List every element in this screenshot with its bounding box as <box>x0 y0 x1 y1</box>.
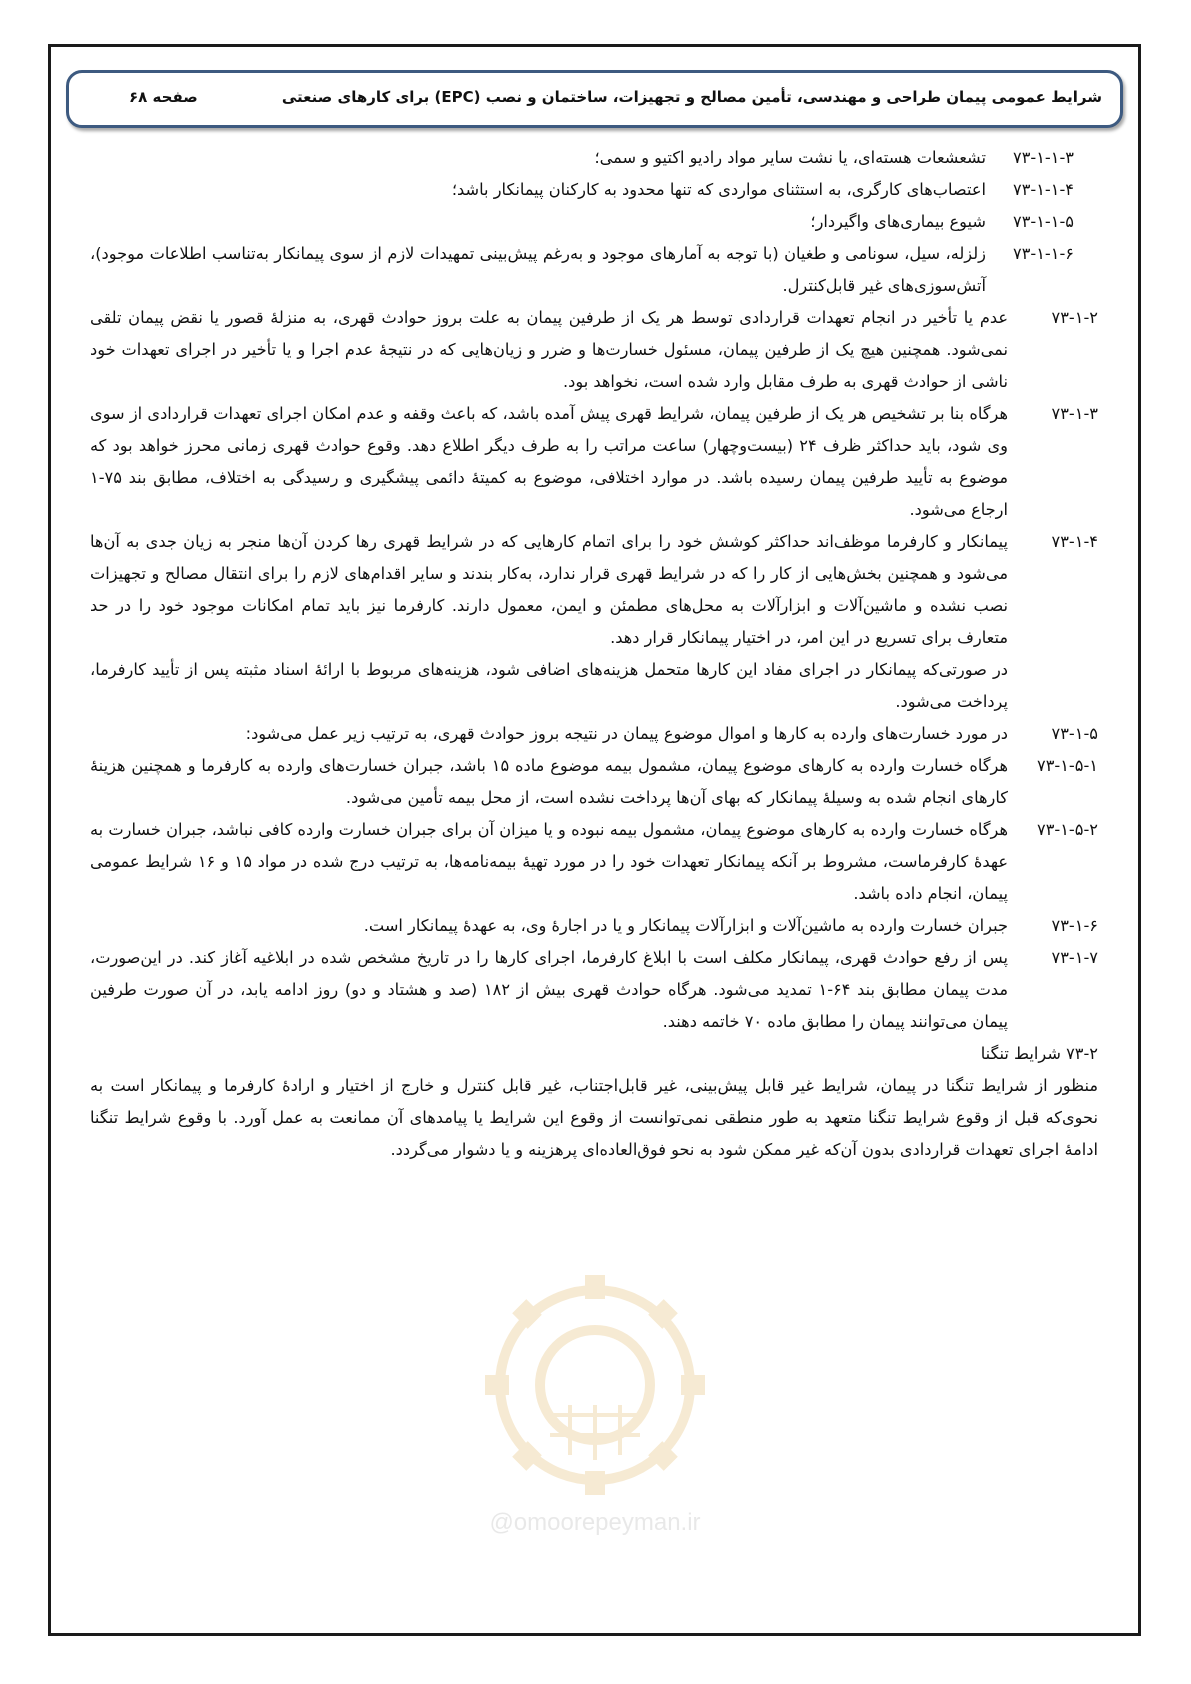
clause-number <box>1018 654 1098 718</box>
clause-text: جبران خسارت وارده به ماشین‌آلات و ابزارآلات پیمانکار و یا در اجارهٔ وی، به عهدهٔ پیمانکار است. <box>363 916 1008 935</box>
clause-number: ۷۳-۱-۵ <box>1051 724 1098 743</box>
clause-text: پیمانکار و کارفرما موظف‌اند حداکثر کوشش خود را برای اتمام کارهایی که در شرایط قهری رها کردن آن‌ها منجر به زیان جدی به آن‌ها می‌شود و همچنین بخش‌هایی از کار را که در شرایط قهری قرار ندارد، به‌کار بندند و سایر اقدام‌های لازم را برای انتقال مصالح و تجهیزات نصب نشده و ماشین‌آلات و ابزارآلات به محل‌های مطمئن و ایمن، معمول دارند. کارفرما نیز باید تمام امکانات موجود خود را در حد متعارف برای تسریع در این امر، در اختیار پیمانکار قرار دهد. <box>90 532 1008 647</box>
clause-number: ۷۳-۱-۳ <box>1051 404 1098 423</box>
clause-text: هرگاه خسارت وارده به کارهای موضوع پیمان، مشمول بیمه نبوده و یا میزان آن برای جبران خسارت وارده کافی نباشد، جبران خسارت به عهدهٔ کارفرماست، مشروط بر آنکه پیمانکار تعهدات خود را در مورد تهیهٔ بیمه‌نامه‌ها، به ترتیب درج شده در مواد ۱۵ و ۱۶ شرایط عمومی پیمان، انجام داده باشد. <box>90 820 1008 903</box>
clause-number: ۷۳-۱-۱-۴ <box>1013 180 1074 199</box>
clause-text: عدم یا تأخیر در انجام تعهدات قراردادی توسط هر یک از طرفین پیمان به علت بروز حوادث قهری، به منزلهٔ قصور یا نقض پیمان تلقی نمی‌شود. همچنین هیچ یک از طرفین پیمان، مسئول خسارت‌ها و ضرر و زیان‌هایی که در نتیجهٔ عدم اجرا و یا تأخیر در اجرای تعهدات خود ناشی از حوادث قهری به طرف مقابل وارد شده است، نخواهد بود. <box>90 308 1008 391</box>
clause-number: ۷۳-۱-۶ <box>1051 916 1098 935</box>
clause-text: زلزله، سیل، سونامی و طغیان (با توجه به آمارهای موجود و به‌رغم پیش‌بینی تمهیدات لازم از سوی پیمانکار به‌تناسب اطلاعات موجود)، آتش‌سوزی‌های غیر قابل‌کنترل. <box>90 244 986 295</box>
clause-item <box>90 526 1098 654</box>
section-heading: ۷۳-۲ شرایط تنگنا <box>980 1044 1098 1063</box>
clause-number: ۷۳-۱-۵-۱ <box>1037 756 1098 775</box>
clause-item <box>90 910 1098 942</box>
clause-text: تشعشعات هسته‌ای، یا نشت سایر مواد رادیو اکتیو و سمی؛ <box>594 148 986 167</box>
clause-number: ۷۳-۱-۵-۲ <box>1037 820 1098 839</box>
page-header <box>66 70 1123 128</box>
clause-number: ۷۳-۱-۷ <box>1051 948 1098 967</box>
clause-number: ۷۳-۱-۲ <box>1051 308 1098 327</box>
clause-item <box>90 302 1098 398</box>
clause-text: پس از رفع حوادث قهری، پیمانکار مکلف است با ابلاغ کارفرما، اجرای کارها را در تاریخ مشخص شده در ابلاغیه آغاز کند. در این‌صورت، مدت پیمان مطابق بند ۶۴-۱ تمدید می‌شود. هرگاه حوادث قهری بیش از ۱۸۲ (صد و هشتاد و دو) روز ادامه یابد، در آن صورت طرفین پیمان می‌توانند پیمان را مطابق ماده ۷۰ خاتمه دهند. <box>90 948 1008 1031</box>
clause-item <box>90 238 1098 302</box>
clause-item <box>90 942 1098 1038</box>
clause-item <box>90 398 1098 526</box>
clause-item <box>90 654 1098 718</box>
page-number: صفحه ۶۸ <box>129 88 198 106</box>
clause-text: در مورد خسارت‌های وارده به کارها و اموال موضوع پیمان در نتیجه بروز حوادث قهری، به ترتیب زیر عمل می‌شود: <box>245 724 1008 743</box>
clause-item <box>90 750 1098 814</box>
clause-item <box>90 814 1098 910</box>
header-title: شرایط عمومی پیمان طراحی و مهندسی، تأمین مصالح و تجهیزات، ساختمان و نصب (EPC) برای کارهای صنعتی <box>281 88 1102 106</box>
clause-text: هرگاه بنا بر تشخیص هر یک از طرفین پیمان، شرایط قهری پیش آمده باشد، که باعث وقفه و عدم امکان اجرای تعهدات قراردادی از سوی وی شود، باید حداکثر ظرف ۲۴ (بیست‌وچهار) ساعت مراتب را به طرف دیگر اطلاع دهد. وقوع حوادث قهری زمانی محرز خواهد بود که موضوع به تأیید طرفین پیمان رسیده باشد. در موارد اختلافی، موضوع به کمیتهٔ دائمی پیشگیری و رسیدگی به اختلاف، مطابق بند ۷۵-۱ ارجاع می‌شود. <box>90 404 1008 519</box>
clause-number: ۷۳-۱-۱-۵ <box>1013 212 1074 231</box>
clause-number: ۷۳-۱-۱-۳ <box>1013 148 1074 167</box>
clause-item <box>90 718 1098 750</box>
section-paragraph: منظور از شرایط تنگنا در پیمان، شرایط غیر قابل پیش‌بینی، غیر قابل‌اجتناب، غیر قابل کنترل و خارج از اختیار و ارادهٔ کارفرما و پیمانکار است به نحوی‌که قبل از وقوع شرایط تنگنا متعهد به طور منطقی نمی‌توانست از وقوع این شرایط یا پیامدهای آن ممانعت به عمل آورد. با وقوع شرایط تنگنا ادامهٔ اجرای تعهدات قراردادی بدون آن‌که غیر ممکن شود به نحو فوق‌العاده‌ای پرهزینه و یا دشوار می‌گردد. <box>90 1076 1098 1159</box>
clause-text: اعتصاب‌های کارگری، به استثنای مواردی که تنها محدود به کارکنان پیمانکار باشد؛ <box>451 180 986 199</box>
clause-item <box>90 206 1098 238</box>
clause-text: هرگاه خسارت وارده به کارهای موضوع پیمان، مشمول بیمه موضوع ماده ۱۵ باشد، جبران خسارت‌های وارده به کارفرما و همچنین هزینهٔ کارهای انجام شده به وسیلهٔ پیمانکار که بهای آن‌ها پرداخت نشده است، از محل بیمه تأمین می‌شود. <box>90 756 1008 807</box>
watermark-url: @omoorepeyman.ir <box>489 1509 701 1536</box>
clause-number: ۷۳-۱-۴ <box>1051 532 1098 551</box>
clause-text: در صورتی‌که پیمانکار در اجرای مفاد این کارها متحمل هزینه‌های اضافی شود، هزینه‌های مربوط با ارائهٔ اسناد مثبته پس از تأیید کارفرما، پرداخت می‌شود. <box>90 660 1008 711</box>
clause-item <box>90 174 1098 206</box>
clause-item <box>90 142 1098 174</box>
clause-text: شیوع بیماری‌های واگیردار؛ <box>810 212 986 231</box>
document-body <box>90 142 1098 1166</box>
clause-number: ۷۳-۱-۱-۶ <box>1013 244 1074 263</box>
